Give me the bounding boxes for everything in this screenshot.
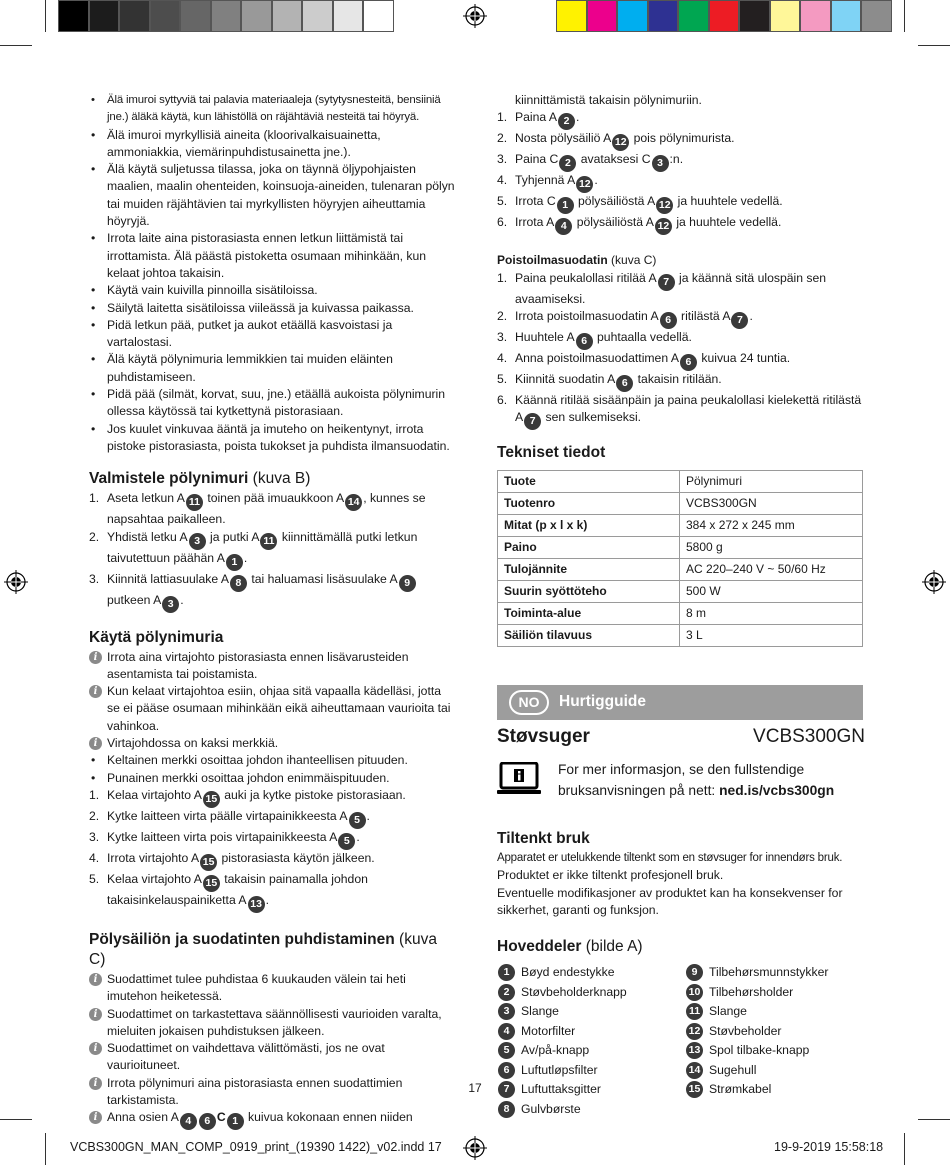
- part-number-badge: 14: [686, 1062, 703, 1079]
- color-swatch: [556, 0, 587, 32]
- product-line: [497, 725, 865, 749]
- color-swatch: [770, 0, 801, 32]
- table-row: [498, 559, 863, 581]
- color-swatch: [831, 0, 862, 32]
- part-label: Tilbehørsholder: [709, 984, 794, 999]
- list-item: 2. Yhdistä letku A 3 ja putki A 11 kiinnittämällä putki letkun taivutettuun päähän A 1 .: [89, 529, 457, 571]
- table-row: [498, 471, 863, 493]
- part-label: Sugehull: [709, 1062, 757, 1077]
- spec-value: 5800 g: [680, 537, 863, 559]
- list-item: 2. Nosta pölysäiliö A 12 pois pölynimurista.: [497, 130, 865, 151]
- part-item: [497, 1002, 685, 1022]
- use-steps: [89, 787, 457, 913]
- info-note: i Irrota aina virtajohto pistorasiasta ennen lisävarusteiden asentamista tai poistamista.: [89, 649, 457, 684]
- color-swatch: [241, 0, 272, 32]
- section-title-intended-use: Tiltenkt bruk: [497, 830, 590, 848]
- part-item: [497, 1041, 685, 1061]
- list-item: 3. Huuhtele A 6 puhtaalla vedellä.: [497, 329, 865, 350]
- list-item: • Säilytä laitetta sisätiloissa viileässä ja kuivassa paikassa.: [89, 300, 457, 317]
- spec-value: 8 m: [680, 603, 863, 625]
- crop-mark: [0, 1119, 32, 1120]
- list-item: 3. Paina C 2 avataksesi C 3 :n.: [497, 151, 865, 172]
- spec-key: Paino: [498, 537, 680, 559]
- spec-value: 3 L: [680, 625, 863, 647]
- registration-mark-icon: [922, 570, 946, 594]
- part-number-badge: 3: [498, 1003, 515, 1020]
- list-item: 4. Tyhjennä A 12 .: [497, 172, 865, 193]
- part-badge: 6: [680, 354, 697, 371]
- part-label: Slange: [521, 1004, 559, 1019]
- part-number-badge: 4: [498, 1023, 515, 1040]
- table-row: [498, 581, 863, 603]
- part-number-badge: 9: [686, 964, 703, 981]
- part-badge: 5: [349, 812, 366, 829]
- more-info-text: For mer informasjon, se den fullstendige bruksanvisningen på nett: ned.is/vcbs300gn: [558, 762, 835, 799]
- info-note: i Suodattimet on tarkastettava säännöllisesti vaurioiden varalta, mieluiten jokaisen puhdistuksen jälkeen.: [89, 1006, 457, 1041]
- color-swatch: [89, 0, 120, 32]
- list-item: • Pidä letkun pää, putket ja aukot etäällä kasvoistasi ja vartalostasi.: [89, 317, 457, 352]
- list-item: • Jos kuulet vinkuvaa ääntä ja imuteho on heikentynyt, irrota pistoke pistorasiasta, poista tukokset ja puhdista ilmansuodatin.: [89, 421, 457, 456]
- part-item: [497, 963, 685, 983]
- list-item: • Irrota laite aina pistorasiasta ennen letkun liittämistä tai irrottamista. Älä päästä pistoketta osumaan mihinkään, kun kelaat johtoa takaisin.: [89, 230, 457, 282]
- part-label: Luftutløpsfilter: [521, 1062, 598, 1077]
- part-badge: 7: [658, 274, 675, 291]
- language-badge: NO: [509, 690, 549, 715]
- spec-key: Suurin syöttöteho: [498, 581, 680, 603]
- use-notes: [89, 649, 457, 753]
- part-label: Luftuttaksgitter: [521, 1082, 601, 1097]
- part-badge: 13: [248, 896, 265, 913]
- info-url[interactable]: ned.is/vcbs300gn: [719, 783, 835, 799]
- section-title-main-parts: Hoveddeler (bilde A): [497, 938, 643, 956]
- registration-mark-icon: [4, 570, 28, 594]
- part-label: Støvbeholderknapp: [521, 984, 627, 999]
- part-badge: 5: [338, 833, 355, 850]
- crop-mark: [904, 1133, 905, 1165]
- color-swatch: [211, 0, 242, 32]
- spec-key: Toiminta-alue: [498, 603, 680, 625]
- part-label: Slange: [709, 1004, 747, 1019]
- page-number: 17: [468, 1081, 482, 1095]
- spec-value: Pölynimuri: [680, 471, 863, 493]
- color-swatch: [709, 0, 740, 32]
- part-badge: 2: [558, 113, 575, 130]
- part-item: [685, 1002, 828, 1022]
- part-item: [685, 1041, 828, 1061]
- color-swatch: [800, 0, 831, 32]
- part-item: [497, 1100, 685, 1120]
- list-item: • Älä käytä pölynimuria lemmikkien tai muiden eläinten puhdistamiseen.: [89, 351, 457, 386]
- part-badge: 14: [345, 494, 362, 511]
- part-badge: 12: [655, 218, 672, 235]
- part-number-badge: 15: [686, 1081, 703, 1098]
- info-icon: i: [89, 973, 102, 986]
- color-swatch: [150, 0, 181, 32]
- part-badge: 6: [616, 375, 633, 392]
- list-item: 1. Aseta letkun A 11 toinen pää imuaukkoon A 14 , kunnes se napsahtaa paikalleen.: [89, 491, 426, 527]
- section-title-prepare: Valmistele pölynimuri (kuva B): [89, 470, 311, 488]
- part-number-badge: 1: [498, 964, 515, 981]
- safety-list: [89, 92, 457, 455]
- info-note: i Anna osien A 4 6 C 1 kuivua kokonaan ennen niiden: [89, 1109, 457, 1130]
- list-item: • Käytä vain kuivilla pinnoilla sisätiloissa.: [89, 282, 457, 299]
- part-item: [497, 1061, 685, 1081]
- part-number-badge: 8: [498, 1101, 515, 1118]
- exhaust-filter-steps: [497, 270, 865, 431]
- list-item: 6. Irrota A 4 pölysäiliöstä A 12 ja huuhtele vedellä.: [497, 214, 865, 235]
- color-swatch: [739, 0, 770, 32]
- spec-key: Säiliön tilavuus: [498, 625, 680, 647]
- cleaning-notes: [89, 971, 457, 1130]
- cmyk-color-bar: [556, 0, 892, 33]
- list-item: 5. Irrota C 1 pölysäiliöstä A 12 ja huuhtele vedellä.: [497, 193, 865, 214]
- spec-key: Tuote: [498, 471, 680, 493]
- list-item: • Älä imuroi myrkyllisiä aineita (kloorivalkaisuainetta, ammoniakkia, viemärinpuhdistusainetta jne.).: [89, 127, 457, 162]
- list-item: • Keltainen merkki osoittaa johdon ihanteellisen pituuden.: [89, 752, 457, 769]
- color-swatch: [180, 0, 211, 32]
- list-item: 4. Anna poistoilmasuodattimen A 6 kuivua 24 tuntia.: [497, 350, 865, 371]
- table-row: [498, 603, 863, 625]
- part-number-badge: 5: [498, 1042, 515, 1059]
- part-badge: 15: [203, 791, 220, 808]
- spec-key: Tulojännite: [498, 559, 680, 581]
- part-badge: 12: [656, 197, 673, 214]
- info-note: i Suodattimet on vaihdettava välittömästi, jos ne ovat vaurioituneet.: [89, 1040, 457, 1075]
- part-item: [685, 963, 828, 983]
- part-number-badge: 12: [686, 1023, 703, 1040]
- part-badge: 9: [399, 575, 416, 592]
- spec-key: Tuotenro: [498, 493, 680, 515]
- section-title-use: Käytä pölynimuria: [89, 628, 224, 646]
- color-swatch: [363, 0, 394, 32]
- part-badge: 11: [260, 533, 277, 550]
- part-number-badge: 6: [498, 1062, 515, 1079]
- list-item: 1. Paina peukalollasi ritilää A 7 ja käännä sitä ulospäin sen avaamiseksi.: [497, 270, 827, 306]
- gray-color-bar: [58, 0, 394, 33]
- list-item: 4. Irrota virtajohto A 15 pistorasiasta käytön jälkeen.: [89, 850, 457, 871]
- part-badge: 3: [189, 533, 206, 550]
- laptop-info-icon: [497, 762, 541, 796]
- right-column: [497, 92, 865, 1119]
- continued-text: kiinnittämistä takaisin pölynimuriin.: [515, 93, 702, 107]
- part-item: [497, 1022, 685, 1042]
- color-swatch: [648, 0, 679, 32]
- color-swatch: [587, 0, 618, 32]
- table-row: [498, 625, 863, 647]
- part-badge: 3: [162, 596, 179, 613]
- info-icon: i: [89, 1111, 102, 1124]
- table-row: [498, 515, 863, 537]
- info-icon: i: [89, 1077, 102, 1090]
- section-title-exhaust: Poistoilmasuodatin (kuva C): [497, 253, 657, 268]
- list-item: • Punainen merkki osoittaa johdon enimmäispituuden.: [89, 770, 457, 787]
- list-item: • Älä imuroi syttyviä tai palavia materiaaleja (sytytysnesteitä, bensiiniä jne.) äläkä käytä, kun lähistöllä on räjähtäviä nesteitä tai höyryä.: [89, 92, 457, 127]
- part-item: [685, 1061, 828, 1081]
- list-item: 1. Paina A 2 .: [497, 109, 865, 130]
- color-swatch: [333, 0, 364, 32]
- part-badge: 15: [200, 854, 217, 871]
- model-number: VCBS300GN: [753, 726, 865, 748]
- list-item: 3. Kytke laitteen virta pois virtapainikkeesta A 5 .: [89, 829, 457, 850]
- part-label: Spol tilbake-knapp: [709, 1043, 810, 1058]
- color-swatch: [617, 0, 648, 32]
- specs-table: [497, 470, 863, 647]
- color-swatch: [119, 0, 150, 32]
- part-label: Støvbeholder: [709, 1023, 782, 1038]
- part-badge: 1: [226, 554, 243, 571]
- list-item: 6. Käännä ritilää sisäänpäin ja paina peukalollasi kielekettä ritilästä A 7 sen sulkemiseksi.: [497, 392, 865, 430]
- crop-mark: [918, 1119, 950, 1120]
- part-badge: 1: [557, 197, 574, 214]
- part-badge: 11: [186, 494, 203, 511]
- list-item: 3. Kiinnitä lattiasuulake A 8 tai haluamasi lisäsuulake A 9 putkeen A 3 .: [89, 571, 457, 613]
- part-badge: 12: [612, 134, 629, 151]
- info-icon: i: [89, 651, 102, 664]
- crop-mark: [0, 45, 32, 46]
- spec-key: Mitat (p x l x k): [498, 515, 680, 537]
- part-badge: 7: [524, 413, 541, 430]
- info-note: i Irrota pölynimuri aina pistorasiasta ennen suodattimien tarkistamista.: [89, 1075, 457, 1110]
- table-row: [498, 493, 863, 515]
- list-item: • Älä käytä suljetussa tilassa, joka on täynnä öljypohjaisten maalien, maalin ohenteiden, koinsuoja-aineiden, tulenaran pölyn tai muiden räjähtävien tai myrkyllisten höyryjen aiheuttamia höyryjä.: [89, 161, 457, 230]
- registration-mark-icon: [463, 1136, 487, 1160]
- part-badge: 4: [555, 218, 572, 235]
- info-icon: i: [89, 1042, 102, 1055]
- info-note: i Kun kelaat virtajohtoa esiin, ohjaa sitä vapaalla kädelläsi, jotta se ei pääse osumaan mihinkään eikä aiheuttamaan vaurioita tai vahinkoa.: [89, 683, 457, 735]
- quick-guide-banner: [497, 685, 863, 720]
- crop-mark: [45, 1133, 46, 1165]
- color-swatch: [302, 0, 333, 32]
- part-label: Strømkabel: [709, 1082, 772, 1097]
- info-icon: i: [89, 1008, 102, 1021]
- crop-mark: [918, 45, 950, 46]
- part-badge: 3: [652, 155, 669, 172]
- footer-file-info: VCBS300GN_MAN_COMP_0919_print_(19390 1422)_v02.indd 17: [70, 1140, 442, 1154]
- table-row: [498, 537, 863, 559]
- dust-container-steps: [497, 109, 865, 235]
- spec-value: 500 W: [680, 581, 863, 603]
- list-item: • Pidä pää (silmät, korvat, suu, jne.) etäällä aukoista pölynimurin ollessa käytössä tai kytkettynä pistorasiaan.: [89, 386, 457, 421]
- info-note: i Suodattimet tulee puhdistaa 6 kuukauden välein tai heti imutehon heiketessä.: [89, 971, 457, 1006]
- part-badge: 4: [180, 1113, 197, 1130]
- info-icon: i: [89, 685, 102, 698]
- prepare-steps: [89, 490, 457, 612]
- info-note: i Virtajohdossa on kaksi merkkiä.: [89, 735, 457, 752]
- more-info: [497, 759, 865, 801]
- list-item: 5. Kiinnitä suodatin A 6 takaisin ritilään.: [497, 371, 865, 392]
- quick-guide-title: Hurtigguide: [559, 693, 646, 711]
- part-item: [685, 1022, 828, 1042]
- intended-use-text: Apparatet er utelukkende tiltenkt som en støvsuger for innendørs bruk. Produktet er ikke tiltenkt profesjonell bruk. Eventuelle modifikasjoner av produktet kan ha konsekvenser for sikkerhet, garanti og funksjon.: [497, 852, 843, 918]
- part-badge: 6: [199, 1113, 216, 1130]
- part-number-badge: 2: [498, 984, 515, 1001]
- product-name: Støvsuger: [497, 726, 590, 748]
- color-swatch: [272, 0, 303, 32]
- part-number-badge: 11: [686, 1003, 703, 1020]
- part-badge: 8: [230, 575, 247, 592]
- part-badge: 6: [576, 333, 593, 350]
- part-label: Av/på-knapp: [521, 1043, 590, 1058]
- section-title-specs: Tekniset tiedot: [497, 444, 606, 462]
- list-item: 2. Kytke laitteen virta päälle virtapainikkeesta A 5 .: [89, 808, 457, 829]
- part-badge: 1: [227, 1113, 244, 1130]
- part-badge: 2: [559, 155, 576, 172]
- spec-value: VCBS300GN: [680, 493, 863, 515]
- part-badge: 15: [203, 875, 220, 892]
- color-swatch: [861, 0, 892, 32]
- part-badge: 12: [576, 176, 593, 193]
- part-label: Gulvbørste: [521, 1101, 581, 1116]
- part-item: [497, 983, 685, 1003]
- list-item: 2. Irrota poistoilmasuodatin A 6 ritilästä A 7 .: [497, 308, 865, 329]
- crop-mark: [45, 0, 46, 32]
- part-number-badge: 10: [686, 984, 703, 1001]
- footer-date: 19-9-2019 15:58:18: [774, 1140, 884, 1154]
- list-item: 5. Kelaa virtajohto A 15 takaisin painamalla johdon takaisinkelauspainiketta A 13 .: [89, 871, 457, 913]
- color-swatch: [58, 0, 89, 32]
- spec-value: AC 220–240 V ~ 50/60 Hz: [680, 559, 863, 581]
- info-icon: i: [89, 737, 102, 750]
- part-label: Bøyd endestykke: [521, 965, 615, 980]
- spec-value: 384 x 272 x 245 mm: [680, 515, 863, 537]
- part-number-badge: 7: [498, 1081, 515, 1098]
- part-label: Tilbehørsmunnstykker: [709, 965, 829, 980]
- part-badge: 6: [660, 312, 677, 329]
- crop-mark: [904, 0, 905, 32]
- part-item: [685, 983, 828, 1003]
- part-label: Motorfilter: [521, 1023, 576, 1038]
- part-number-badge: 13: [686, 1042, 703, 1059]
- left-column: [89, 92, 457, 1130]
- part-badge: 7: [731, 312, 748, 329]
- cord-marks-list: [89, 752, 457, 787]
- registration-mark-icon: [463, 4, 487, 28]
- list-item: 1. Kelaa virtajohto A 15 auki ja kytke pistoke pistorasiaan.: [89, 787, 457, 808]
- section-title-cleaning: Pölysäiliön ja suodatinten puhdistaminen (kuva C): [89, 930, 437, 968]
- color-swatch: [678, 0, 709, 32]
